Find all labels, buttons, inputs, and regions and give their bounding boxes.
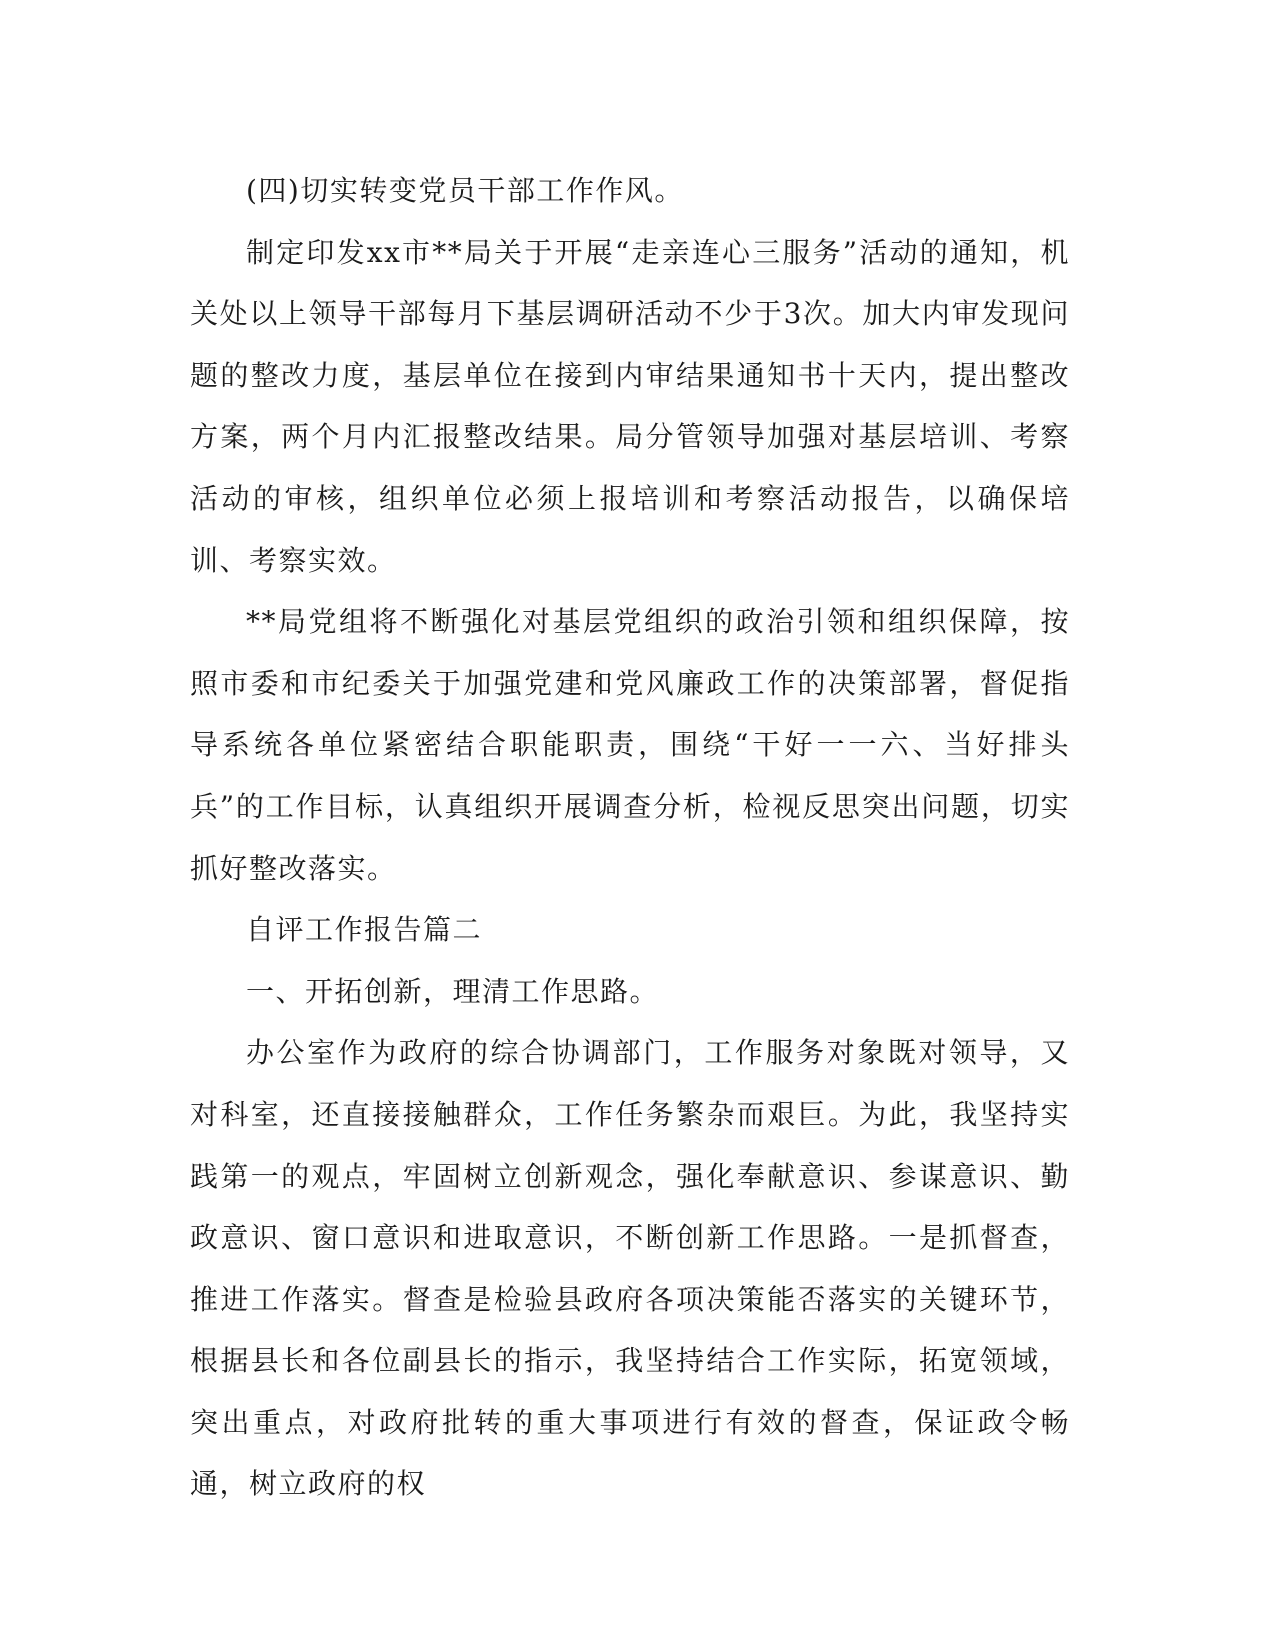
section-heading-1: 一、开拓创新，理清工作思路。 (246, 974, 660, 1008)
paragraph: 制定印发xx市**局关于开展“走亲连心三服务”活动的通知，机关处以上领导干部每月下基层调研活动不少于3次。加大内审发现问题的整改力度，基层单位在接到内审结果通知书十天内，提出整改方案，两个月内汇报整改结果。局分管领导加强对基层培训、考察活动的审核，组织单位必须上报培训和考察活动报告，以确保培训、考察实效。 (190, 235, 1070, 577)
report-part-title: 自评工作报告篇二 (246, 913, 483, 947)
paragraph: **局党组将不断强化对基层党组织的政治引领和组织保障，按照市委和市纪委关于加强党建和党风廉政工作的决策部署，督促指导系统各单位紧密结合职能职责，围绕“干好一一六、当好排头兵”的工作目标，认真组织开展调查分析，检视反思突出问题，切实抓好整改落实。 (190, 605, 1070, 885)
document-body (190, 160, 1070, 1515)
paragraph: 办公室作为政府的综合协调部门，工作服务对象既对领导，又对科室，还直接接触群众，工作任务繁杂而艰巨。为此，我坚持实践第一的观点，牢固树立创新观念，强化奉献意识、参谋意识、勤政意识、窗口意识和进取意识，不断创新工作思路。一是抓督查，推进工作落实。督查是检验县政府各项决策能否落实的关键环节，根据县长和各位副县长的指示，我坚持结合工作实际，拓宽领域，突出重点，对政府批转的重大事项进行有效的督查，保证政令畅通，树立政府的权 (190, 1036, 1070, 1501)
section-heading-4: (四)切实转变党员干部工作作风。 (246, 174, 684, 207)
